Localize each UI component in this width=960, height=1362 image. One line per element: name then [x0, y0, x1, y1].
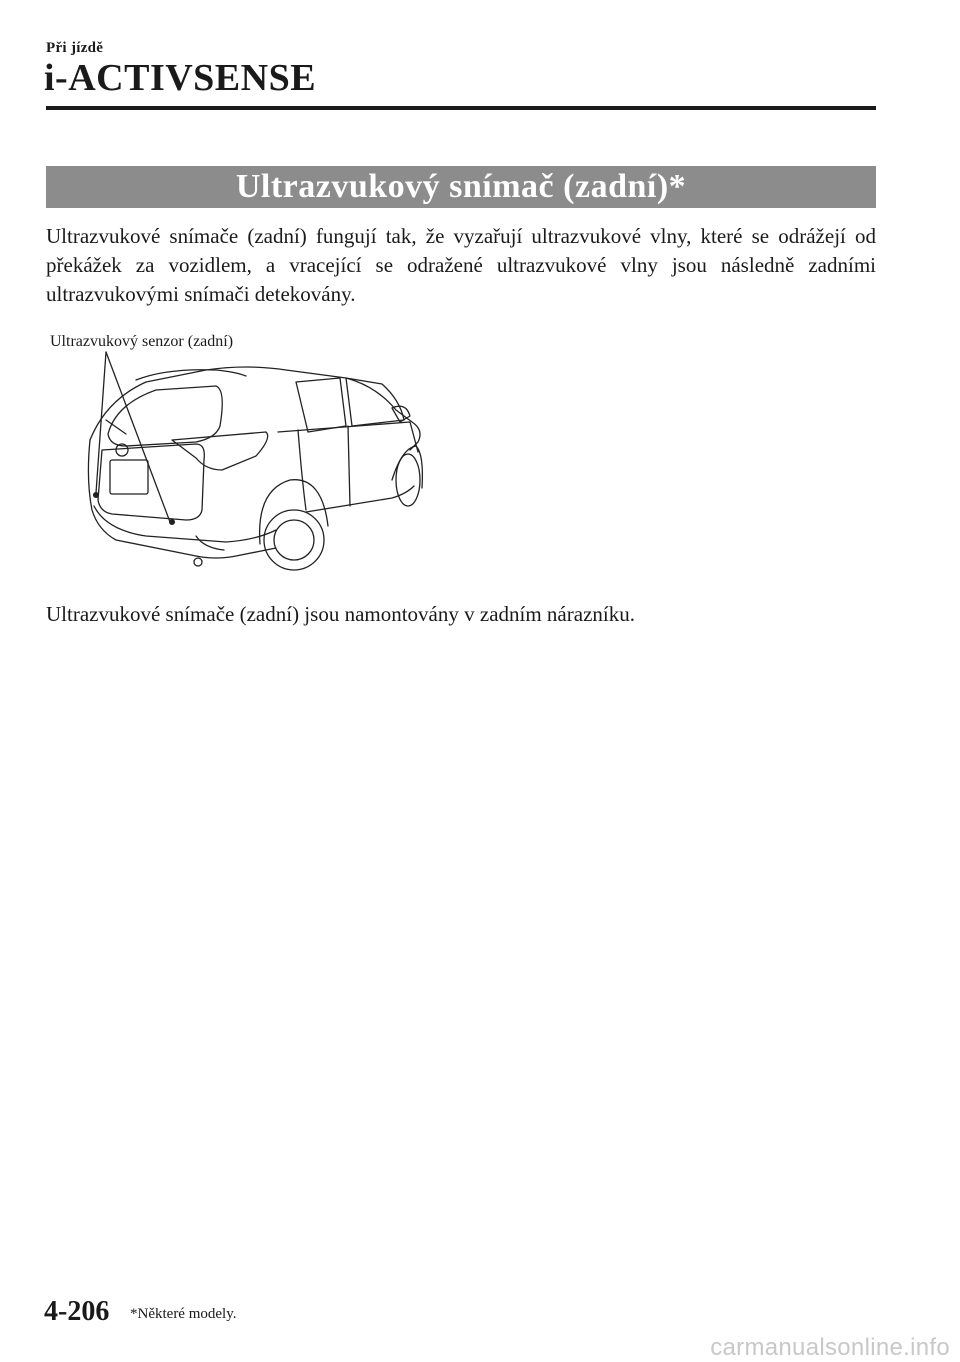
section-heading: Ultrazvukový snímač (zadní)*	[46, 166, 876, 208]
figure	[46, 330, 466, 590]
section-label: Při jízdě	[46, 40, 104, 56]
intro-paragraph: Ultrazvukové snímače (zadní) fungují tak, že vyzařují ultrazvukové vlny, které se odrážejí od překážek za vozidlem, a vracející se odražené ultrazvukové vlny jsou následně zadními ultrazvukovými snímači detekovány.	[46, 224, 876, 306]
footnote: *Některé modely.	[130, 1306, 237, 1322]
car-rear-illustration-icon	[46, 330, 466, 590]
watermark: carmanualsonline.info	[710, 1334, 950, 1361]
chapter-title: i-ACTIVSENSE	[44, 57, 317, 99]
page-number: 4-206	[44, 1296, 110, 1327]
mount-note: Ultrazvukové snímače (zadní) jsou namontovány v zadním nárazníku.	[46, 602, 635, 626]
figure-callout-label: Ultrazvukový senzor (zadní)	[50, 333, 234, 350]
chapter-rule	[46, 106, 876, 110]
